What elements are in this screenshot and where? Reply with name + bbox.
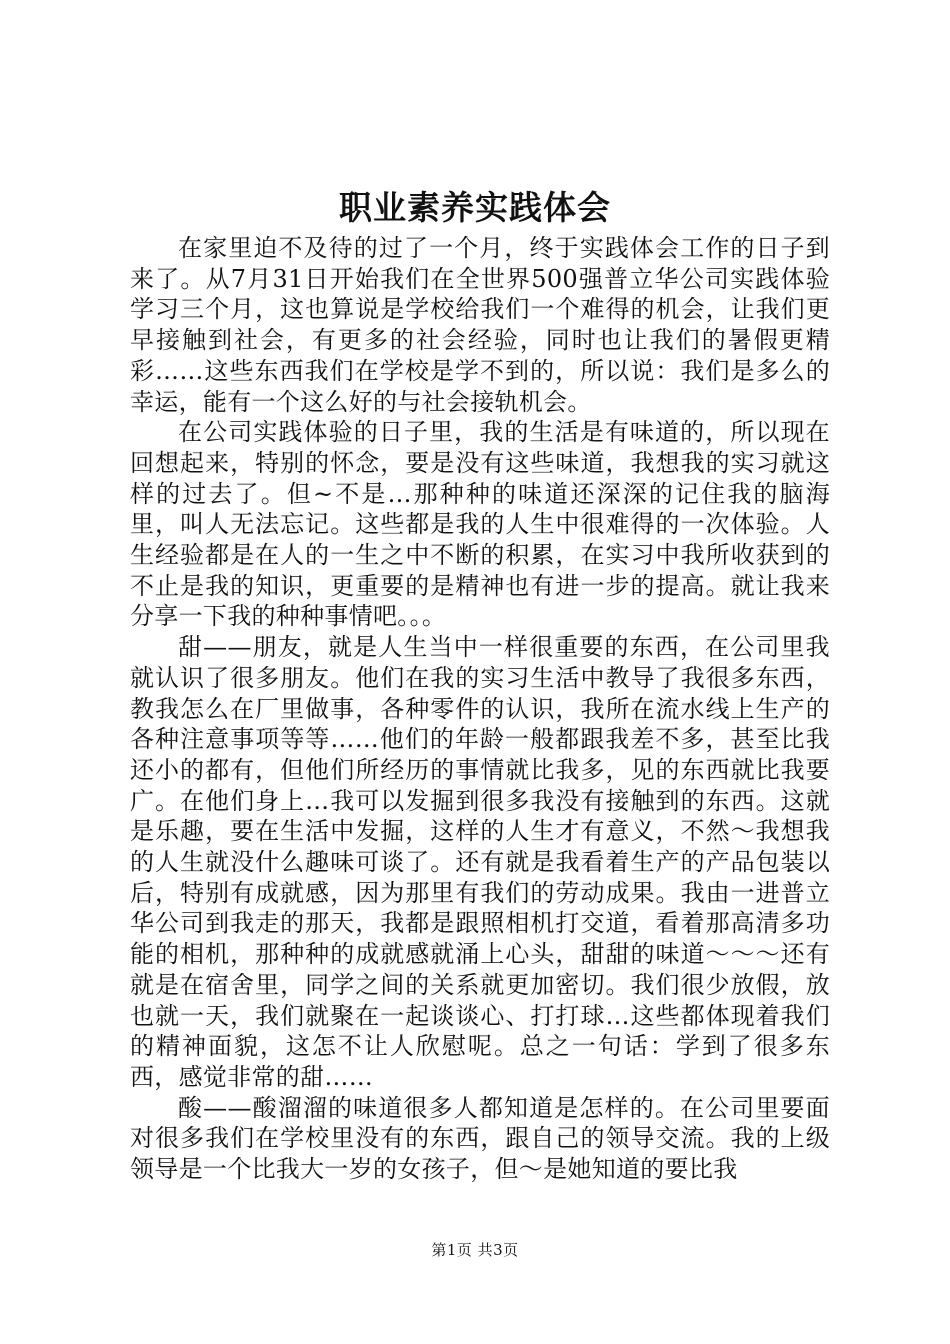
paragraph-2: 在公司实践体验的日子里，我的生活是有味道的，所以现在回想起来，特别的怀念，要是没有这些味道，我想我的实习就这样的过去了。但~不是…那种种的味道还深深的记住我的脑海里，叫人无法忘记。这些都是我的人生中很难得的一次体验。人生经验都是在人的一生之中不断的积累，在实习中我所收获到的不止是我的知识，更重要的是精神也有进一步的提高。就让我来分享一下我的种种事情吧。。。 — [130, 418, 830, 631]
paragraph-4: 酸——酸溜溜的味道很多人都知道是怎样的。在公司里要面对很多我们在学校里没有的东西，跟自己的领导交流。我的上级领导是一个比我大一岁的女孩子，但～是她知道的要比我 — [130, 1093, 830, 1184]
document-title: 职业素养实践体会 — [339, 188, 611, 227]
document-body — [130, 233, 830, 1188]
paragraph-3: 甜——朋友，就是人生当中一样很重要的东西，在公司里我就认识了很多朋友。他们在我的实习生活中教导了我很多东西，教我怎么在厂里做事，各种零件的认识，我所在流水线上生产的各种注意事项等等……他们的年龄一般都跟我差不多，甚至比我还小的都有，但他们所经历的事情就比我多，见的东西就比我要广。在他们身上…我可以发掘到很多我没有接触到的东西。这就是乐趣，要在生活中发掘，这样的人生才有意义，不然～我想我的人生就没什么趣味可谈了。还有就是我看着生产的产品包装以后，特别有成就感，因为那里有我们的劳动成果。我由一进普立华公司到我走的那天，我都是跟照相机打交道，看着那高清多功能的相机，那种种的成就感就涌上心头，甜甜的味道～～～还有就是在宿舍里，同学之间的关系就更加密切。我们很少放假，放也就一天，我们就聚在一起谈谈心、打打球…这些都体现着我们的精神面貌，这怎不让人欣慰呢。总之一句话：学到了很多东西，感觉非常的甜…… — [130, 633, 830, 1091]
page-footer: 第1页 共3页 — [431, 1241, 519, 1259]
paragraph-1: 在家里迫不及待的过了一个月，终于实践体会工作的日子到来了。从7月31日开始我们在全世界500强普立华公司实践体验学习三个月，这也算说是学校给我们一个难得的机会，让我们更早接触到社会，有更多的社会经验，同时也让我们的暑假更精彩……这些东西我们在学校是学不到的，所以说：我们是多么的幸运，能有一个这么好的与社会接轨机会。 — [130, 234, 830, 416]
